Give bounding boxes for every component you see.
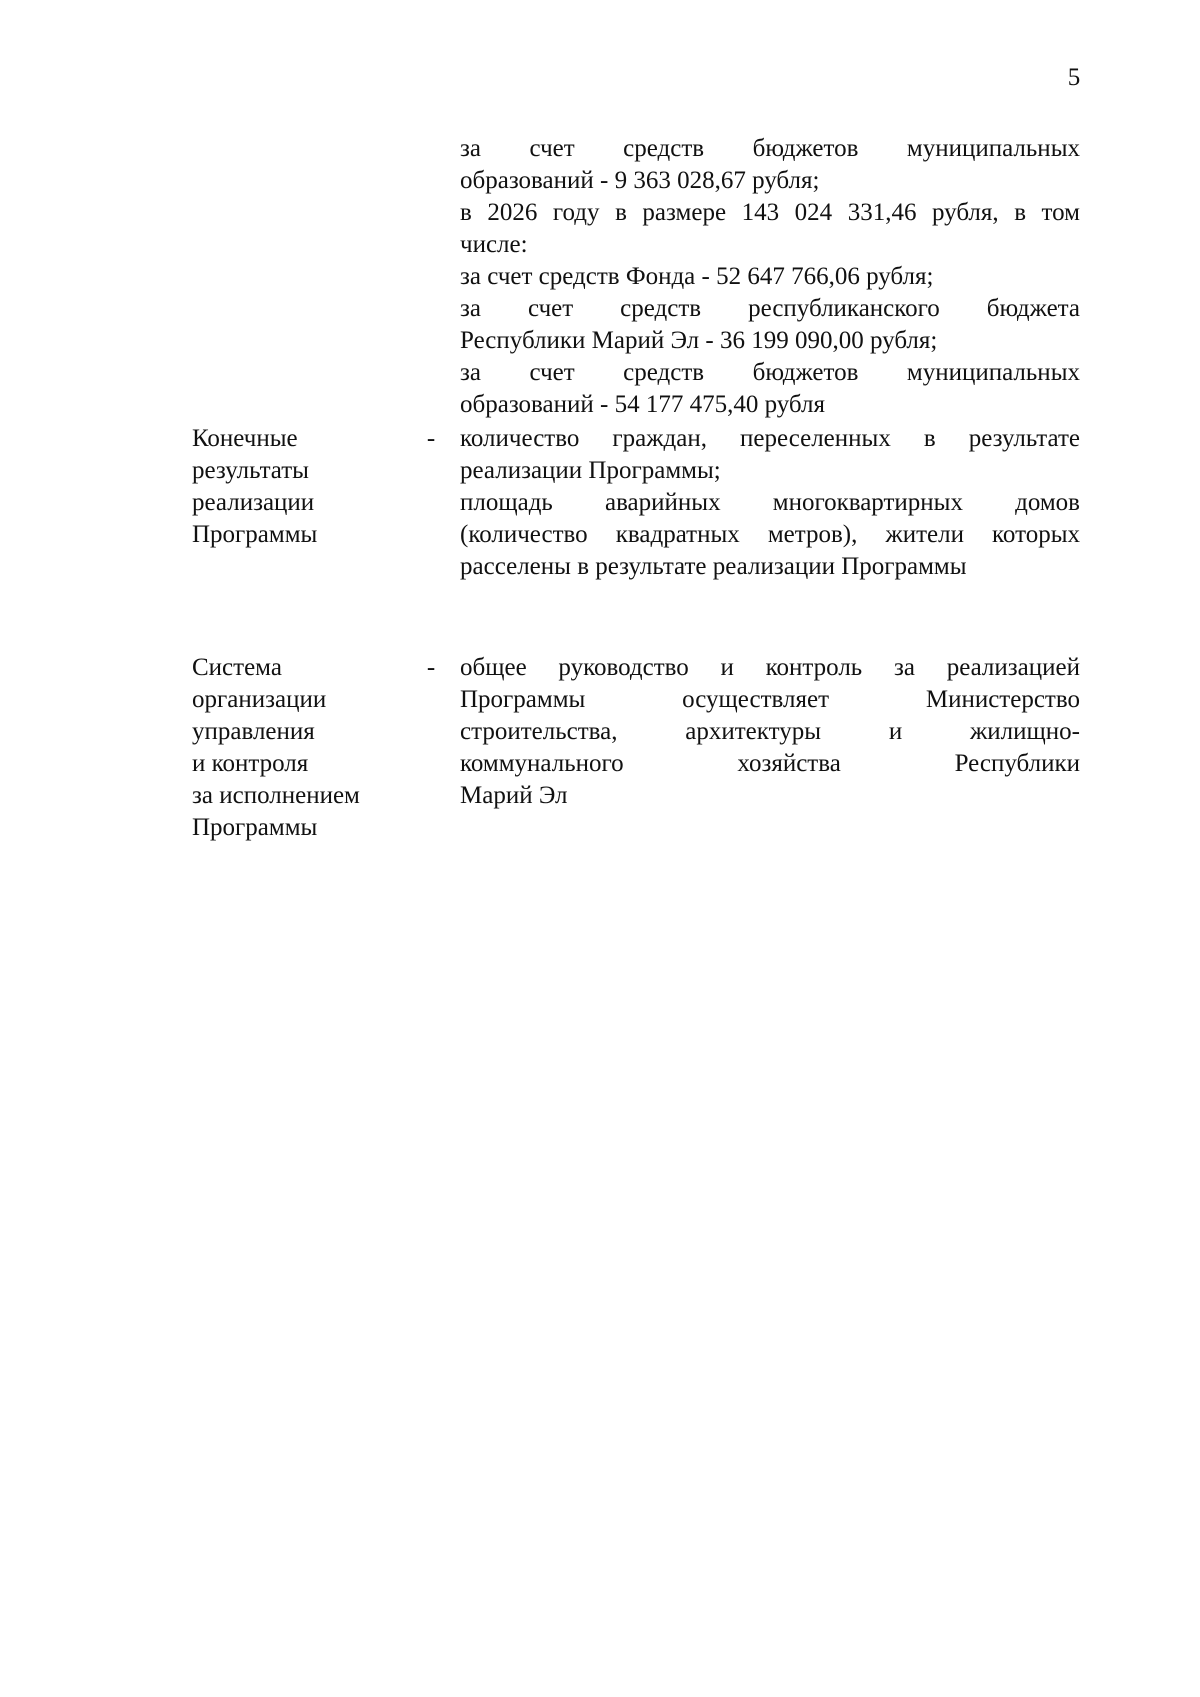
- financing-line: образований - 54 177 475,40 рубля: [460, 391, 825, 418]
- financing-line: числе:: [460, 231, 528, 258]
- section-dash: -: [426, 654, 436, 681]
- financing-line: Республики Марий Эл - 36 199 090,00 рубля;: [460, 327, 938, 354]
- final-results-label: [192, 423, 402, 551]
- value-line: расселены в результате реализации Программы: [460, 553, 967, 580]
- value-line: (количество квадратных метров), жители которых: [460, 521, 1080, 548]
- value-line: количество граждан, переселенных в результате: [460, 425, 1080, 452]
- label-line: управления: [192, 718, 315, 745]
- value-line: Программы осуществляет Министерство: [460, 686, 1080, 713]
- value-line: строительства, архитектуры и жилищно-: [460, 718, 1080, 745]
- label-line: Программы: [192, 814, 318, 841]
- label-line: реализации: [192, 489, 315, 516]
- label-line: Конечные: [192, 425, 298, 452]
- financing-line: за счет средств бюджетов муниципальных: [460, 135, 1080, 162]
- value-line: площадь аварийных многоквартирных домов: [460, 489, 1080, 516]
- financing-line: за счет средств республиканского бюджета: [460, 295, 1080, 322]
- financing-line: за счет средств бюджетов муниципальных: [460, 359, 1080, 386]
- label-line: Программы: [192, 521, 318, 548]
- label-line: и контроля: [192, 750, 309, 777]
- final-results-value: [460, 423, 1080, 583]
- value-line: Марий Эл: [460, 782, 568, 809]
- management-label: [192, 652, 402, 844]
- financing-line: образований - 9 363 028,67 рубля;: [460, 167, 820, 194]
- financing-line: за счет средств Фонда - 52 647 766,06 рубля;: [460, 263, 934, 290]
- financing-continuation: [460, 133, 1080, 421]
- label-line: организации: [192, 686, 327, 713]
- management-value: [460, 652, 1080, 812]
- value-line: коммунального хозяйства Республики: [460, 750, 1080, 777]
- value-line: общее руководство и контроль за реализацией: [460, 654, 1080, 681]
- page-number: 5: [1067, 64, 1081, 91]
- section-dash: -: [426, 425, 436, 452]
- value-line: реализации Программы;: [460, 457, 721, 484]
- financing-line: в 2026 году в размере 143 024 331,46 рубля, в том: [460, 199, 1080, 226]
- label-line: за исполнением: [192, 782, 360, 809]
- label-line: результаты: [192, 457, 309, 484]
- label-line: Система: [192, 654, 282, 681]
